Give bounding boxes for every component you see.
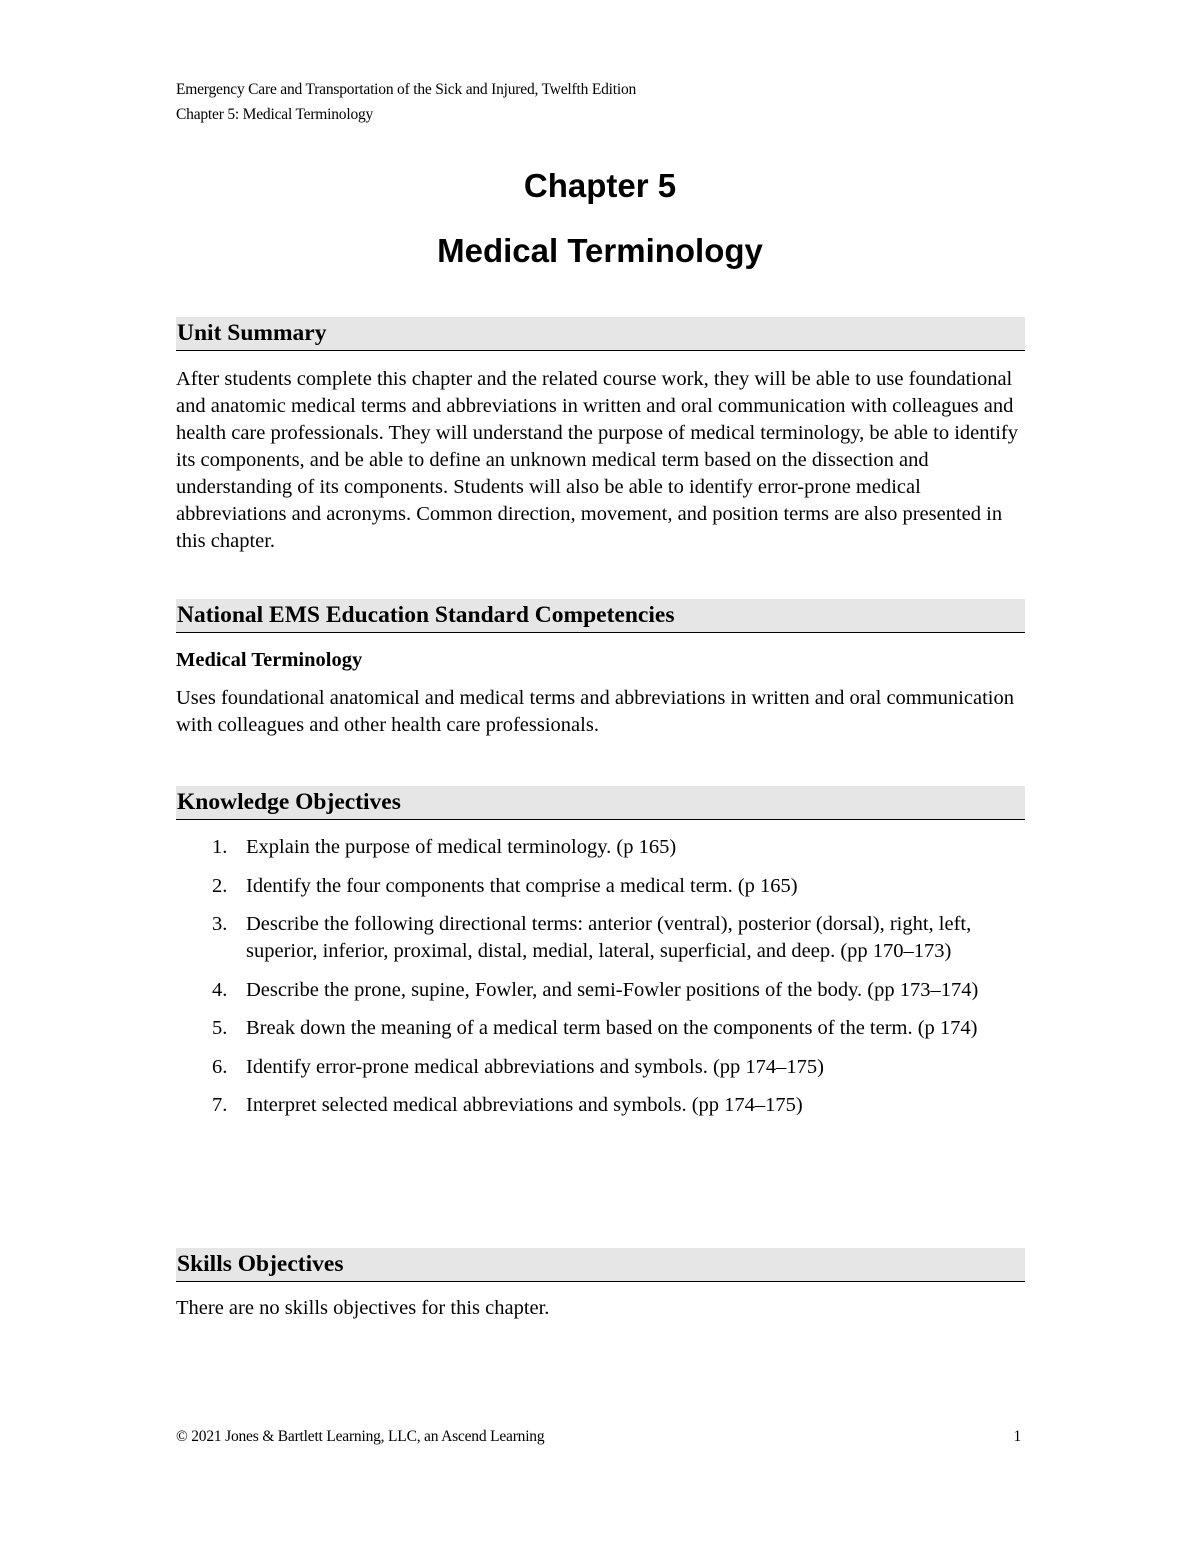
book-title: Emergency Care and Transportation of the Sick and Injured, Twelfth Edition	[176, 81, 637, 98]
item-number: 4.	[212, 978, 228, 1001]
title-block	[176, 163, 1024, 274]
knowledge-objectives-list	[176, 834, 1024, 1131]
list-item	[176, 873, 1024, 900]
page-number: 1	[1013, 1428, 1021, 1445]
item-number: 3.	[212, 913, 228, 935]
unit-summary-heading: Unit Summary	[176, 317, 1025, 351]
item-number: 1.	[212, 836, 228, 858]
chapter-number: Chapter 5	[523, 167, 677, 204]
item-number: 5.	[212, 1017, 228, 1039]
list-item	[176, 977, 1024, 1004]
item-number: 2.	[212, 874, 228, 897]
unit-summary-text: After students complete this chapter and the related course work, they will be able to use foundational and anatomic medical terms and abbreviations in written and oral communication with colleagues and health care professionals. They will understand the purpose of medical terminology, be able to identify its components, and be able to define an unknown medical term based on the dissection and understanding of its components. Students will also be able to identify error-prone medical abbreviations and acronyms. Common direction, movement, and position terms are also presented in this chapter.	[176, 368, 1018, 552]
item-number: 6.	[212, 1055, 228, 1078]
item-text: Explain the purpose of medical terminology. (p 165)	[246, 836, 677, 858]
item-text: Interpret selected medical abbreviations and symbols. (pp 174–175)	[246, 1094, 803, 1116]
copyright-text: © 2021 Jones & Bartlett Learning, LLC, an Ascend Learning	[176, 1428, 545, 1445]
knowledge-objectives-heading: Knowledge Objectives	[176, 786, 1025, 820]
item-text: Break down the meaning of a medical term based on the components of the term. (p 174)	[246, 1017, 978, 1039]
skills-objectives-heading: Skills Objectives	[176, 1248, 1025, 1282]
item-number: 7.	[212, 1094, 228, 1116]
list-item	[176, 911, 1024, 965]
chapter-title: Medical Terminology	[437, 232, 763, 269]
item-text: Describe the following directional terms: anterior (ventral), posterior (dorsal), right, left, superior, inferior, proximal, distal, medial, lateral, superficial, and deep. (pp 170–173)	[246, 913, 972, 962]
list-item	[176, 834, 1024, 861]
competencies-heading: National EMS Education Standard Competencies	[176, 599, 1025, 633]
list-item	[176, 1054, 1024, 1081]
item-text: Identify error-prone medical abbreviations and symbols. (pp 174–175)	[246, 1055, 824, 1078]
page-footer	[176, 1424, 1024, 1449]
list-item	[176, 1092, 1024, 1119]
item-text: Identify the four components that comprise a medical term. (p 165)	[246, 874, 798, 897]
item-text: Describe the prone, supine, Fowler, and semi-Fowler positions of the body. (pp 173–174)	[246, 978, 979, 1001]
skills-objectives-text: There are no skills objectives for this chapter.	[176, 1297, 550, 1319]
list-item	[176, 1015, 1024, 1042]
running-header	[176, 77, 636, 127]
competencies-subheading: Medical Terminology	[176, 649, 363, 671]
competencies-text: Uses foundational anatomical and medical terms and abbreviations in written and oral communication with colleagues and other health care professionals.	[176, 687, 1014, 736]
chapter-line: Chapter 5: Medical Terminology	[176, 106, 374, 123]
